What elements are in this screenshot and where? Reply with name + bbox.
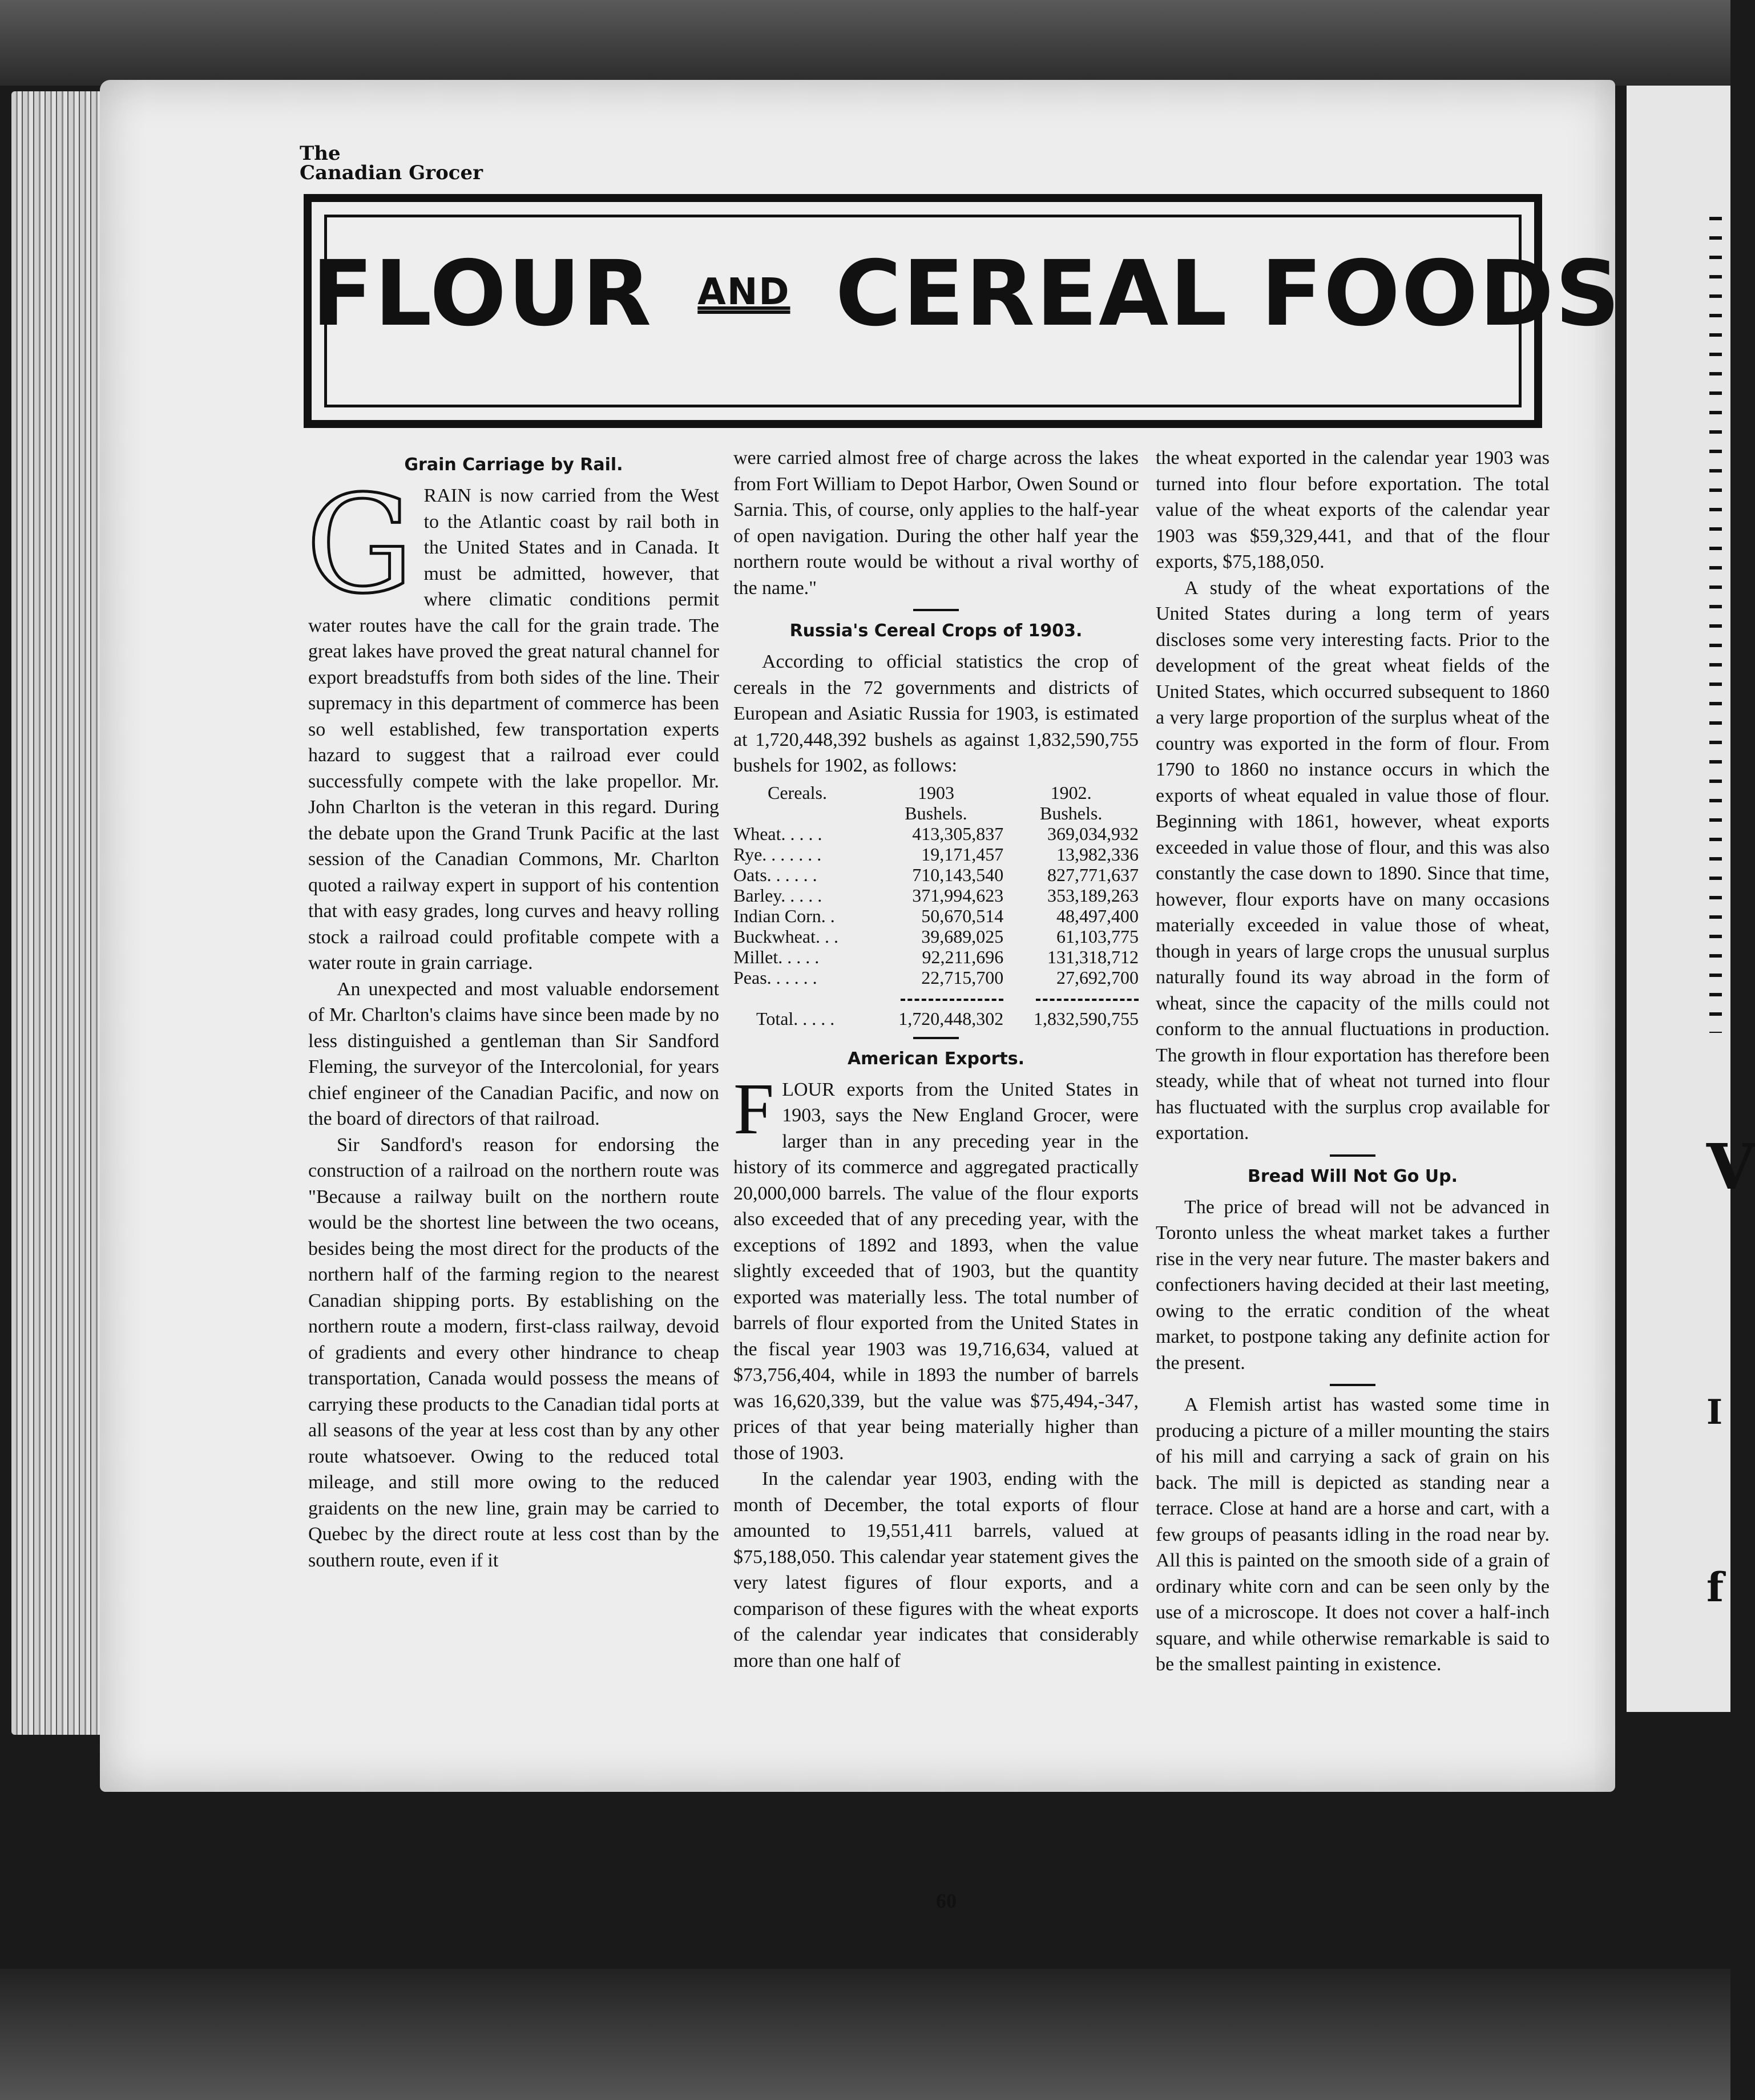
table-header-row	[733, 782, 1139, 803]
table-row	[733, 865, 1139, 885]
article-paragraph: the wheat exported in the calendar year 1903 was turned into flour before exportation. The total value of the wheat exports of the calendar year 1903 was $59,329,441, and that of the flour exports, $75,188,050.	[1156, 447, 1550, 572]
article-heading: Russia's Cereal Crops of 1903.	[789, 621, 1083, 641]
table-cell: 353,189,263	[1047, 885, 1139, 906]
facing-page-glyph: V	[1706, 1130, 1755, 1204]
table-cell: 22,715,700	[921, 967, 1004, 988]
table-cell: 13,982,336	[1056, 843, 1139, 865]
table-row	[733, 967, 1139, 988]
table-cell: 19,171,457	[921, 843, 1004, 865]
table-cell: 92,211,696	[922, 946, 1004, 967]
table-cell: 371,994,623	[912, 885, 1004, 906]
table-cell: 27,692,700	[1056, 967, 1139, 988]
table-cell: 48,497,400	[1056, 905, 1139, 926]
running-head-line1: The	[300, 142, 341, 165]
book-page-edges	[11, 91, 103, 1735]
section-title	[312, 241, 1621, 346]
table-cell: Total. . . . .	[756, 1008, 835, 1029]
article-paragraph: Sir Sandford's reason for endorsing the construction of a railroad on the northern route was "Because a railway built on the northern route would be the shortest line between the two oceans, besides being the most direct for the products of the northern half of the farming region to the nearest Canadian shipping ports. By establishing on the northern route a modern, first-class railway, devoid of gradients and every other hindrance to cheap transportation, Canada would possess the means of carrying these products to the Canadian tidal ports at all seasons of the year at less cost than by any other route whatsoever. Owing to the reduced total mileage, and still more owing to the reduced graidents on the new line, grain may be carried to Quebec by the direct route at less cost than by the southern route, even if it	[308, 1134, 719, 1571]
drop-cap: F	[733, 1068, 774, 1149]
table-row	[733, 926, 1139, 947]
table-row	[733, 906, 1139, 926]
table-cell: Barley. . . . .	[733, 885, 822, 906]
table-cell: 710,143,540	[912, 864, 1004, 885]
article-paragraph: An unexpected and most valuable endorsement of Mr. Charlton's claims have since been made by no less distinguished a gentleman than Sir Sandford Fleming, the surveyor of the Intercolonial, for years chief engineer of the Canadian Pacific, and now on the board of directors of that railroad.	[308, 978, 719, 1129]
running-head	[300, 144, 483, 183]
article-paragraph: RAIN is now carried from the West to the Atlantic coast by rail both in the United States and in Canada. It must be admitted, however, that where climatic conditions permit water routes have the call for the grain trade. The great lakes have proved the great natural channel for export breadstuffs from both sides of the line. Their supremacy in this department of commerce has been so well established, few transportation experts hazard to suggest that a railroad ever could successfully compete with the lake propellor. Mr. John Charlton is the veteran in this regard. During the debate upon the Grand Trunk Pacific at the last session of the Canadian Commons, Mr. Charlton quoted a railway expert in support of his contention that with easy grades, long curves and heavy rolling stock a railroad could profitable compete with a water route in grain carriage.	[308, 485, 719, 974]
table-cell: Buckwheat. . .	[733, 926, 838, 947]
scan-border-top	[0, 0, 1730, 86]
table-header: Cereals.	[768, 782, 827, 803]
article-paragraph: In the calendar year 1903, ending with the month of December, the total exports of flour amounted to 19,551,411 barrels, valued at $75,188,050. This calendar year statement gives the very latest figures of flour exports, and a comparison of these figures with the wheat exports of the calendar year indicates that considerably more than one half of	[733, 1468, 1139, 1671]
table-cell: 1,832,590,755	[1034, 1008, 1139, 1029]
column-1	[308, 445, 719, 1573]
table-cell: 1,720,448,302	[898, 1008, 1004, 1029]
table-header: 1903	[917, 782, 954, 803]
article-paragraph: According to official statistics the crop of cereals in the 72 governments and districts of European and Asiatic Russia for 1903, is estimated at 1,720,448,392 bushels as against 1,832,590,755 bushels for 1902, as follows:	[733, 651, 1139, 776]
table-rule-row	[733, 988, 1139, 1008]
section-divider	[913, 609, 959, 611]
table-cell: 369,034,932	[1047, 823, 1139, 844]
table-row	[733, 947, 1139, 967]
facing-page-glyph: I	[1706, 1392, 1723, 1432]
article-paragraph: were carried almost free of charge across the lakes from Fort William to Depot Harbor, Owen Sound or Sarnia. This, of course, only applies to the half-year of open navigation. During the other half year the northern route would be without a rival worthy of the name."	[733, 447, 1139, 599]
table-cell: 50,670,514	[921, 905, 1004, 926]
drop-cap: G	[306, 466, 414, 623]
table-header: Bushels.	[1039, 802, 1103, 823]
table-cell: 61,103,775	[1056, 926, 1139, 947]
section-banner	[304, 194, 1621, 428]
table-cell: Wheat. . . . .	[733, 823, 822, 844]
facing-page-glyph: f	[1706, 1564, 1724, 1611]
article-heading: Bread Will Not Go Up.	[1248, 1166, 1458, 1186]
running-head-line2: Canadian Grocer	[300, 161, 483, 184]
article-paragraph: A Flemish artist has wasted some time in producing a picture of a miller mounting the stairs of his mill and carrying a sack of grain on his back. The mill is depicted as standing near a terrace. Close at hand are a horse and cart, with a few groups of peasants idling in the road near by. All this is painted on the smooth side of a grain of ordinary white corn and can be seen only by the use of a microscope. It does not cover a half-inch square, and while otherwise remarkable is said to be the smallest painting in existence.	[1156, 1394, 1550, 1675]
table-cell: Oats. . . . . .	[733, 864, 817, 885]
table-header-row	[733, 803, 1139, 823]
sum-rule	[901, 999, 1003, 1001]
article-paragraph: LOUR exports from the United States in 1903, says the New England Grocer, were larger than in any preceding year in the history of its commerce and aggregated practically 20,000,000 barrels. The value of the flour exports also exceeded that of any preceding year, with the exceptions of 1892 and 1893, when the value slightly exceeded that of 1903, but the quantity exported was materially less. The total number of barrels of flour exported from the United States in the fiscal year 1903 was 19,716,634, valued at $73,756,404, while in 1893 the number of barrels was 16,620,339, but the value was $75,494,-347, prices of that year being materially higher than those of 1903.	[733, 1079, 1139, 1464]
table-cell: 827,771,637	[1047, 864, 1139, 885]
table-cell: 413,305,837	[912, 823, 1004, 844]
table-cell: Indian Corn. .	[733, 905, 835, 926]
table-cell: Peas. . . . . .	[733, 967, 817, 988]
sum-rule	[1036, 999, 1139, 1001]
section-title-and: AND	[697, 271, 790, 313]
table-cell: 131,318,712	[1047, 946, 1139, 967]
page-number: 60	[936, 1889, 957, 1912]
section-divider	[913, 1037, 959, 1039]
table-header: Bushels.	[905, 802, 967, 823]
section-title-right: CEREAL FOODS	[835, 241, 1621, 346]
section-divider	[1330, 1384, 1375, 1386]
cereal-crops-table	[733, 782, 1139, 1029]
table-cell: 39,689,025	[921, 926, 1004, 947]
scan-border-bottom	[0, 1969, 1730, 2100]
table-row	[733, 844, 1139, 865]
column-3	[1156, 445, 1550, 1678]
section-divider	[1330, 1154, 1375, 1157]
article-paragraph: The price of bread will not be advanced in Toronto unless the wheat market takes a further rise in the very near future. The master bakers and confectioners having decided at their last meeting, owing to the erratic condition of the wheat market, to postpone taking any definite action for the present.	[1156, 1196, 1550, 1374]
table-total-row	[733, 1008, 1139, 1029]
table-cell: Millet. . . . .	[733, 946, 820, 967]
facing-page-border-ornament	[1709, 217, 1722, 1033]
table-row	[733, 823, 1139, 844]
article-heading: Grain Carriage by Rail.	[404, 455, 623, 475]
table-row	[733, 885, 1139, 906]
table-header: 1902.	[1050, 782, 1092, 803]
article-heading: American Exports.	[847, 1048, 1025, 1069]
column-2	[733, 445, 1139, 1674]
section-title-left: FLOUR	[312, 241, 653, 346]
table-cell: Rye. . . . . . .	[733, 843, 822, 865]
article-paragraph: A study of the wheat exportations of the United States during a long term of years discloses some very interesting facts. Prior to the development of the great wheat fields of the United States, which occurred subsequent to 1860 a very large proportion of the surplus wheat of the country was exported in the form of flour. From 1790 to 1860 no instance occurs in which the exports of wheat equaled in value those of flour. Beginning with 1861, however, wheat exports exceeded in value those of flour, and this was also constantly the case down to 1890. Since that time, however, flour exports have on many occasions materially exceeded in value those of wheat, though in years of large crops the unusual surplus naturally found its way abroad in the form of wheat, since the capacity of the mills could not conform to the annual fluctuations in production. The growth in flour exportation has therefore been steady, while that of wheat not turned into flour has fluctuated with the surplus crop available for exportation.	[1156, 577, 1550, 1144]
